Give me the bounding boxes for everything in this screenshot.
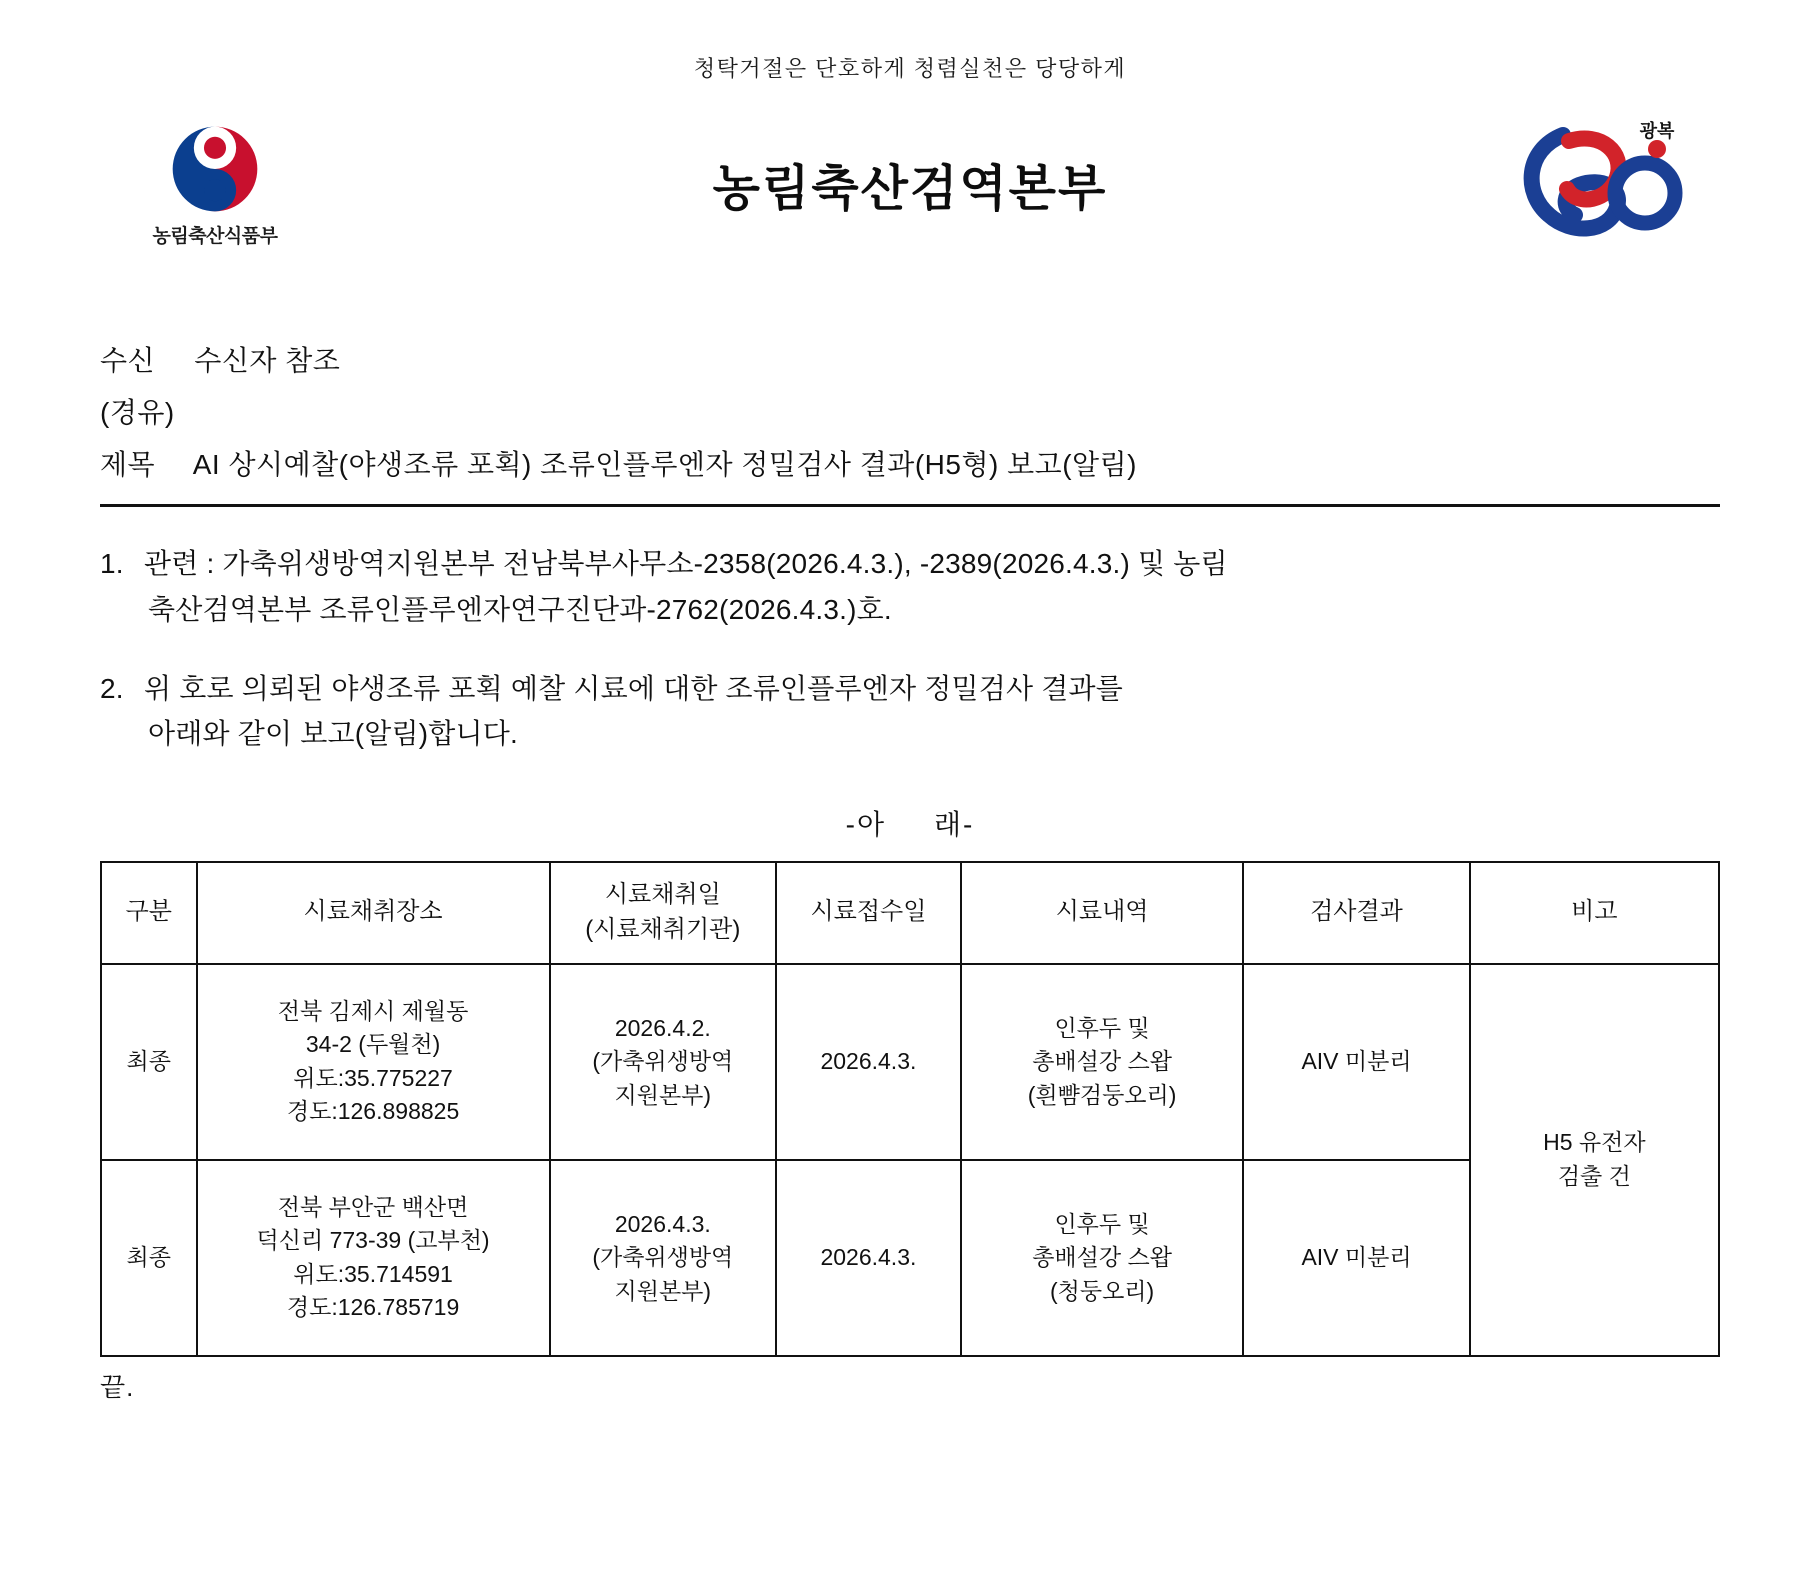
document-header xyxy=(100,105,1720,265)
row2-sample-date-value: 2026.4.3. xyxy=(614,1210,711,1237)
row1-gubun: 최종 xyxy=(101,964,197,1160)
ministry-mark xyxy=(100,123,330,248)
via-line xyxy=(100,387,1720,439)
body-item-1-line2: 축산검역본부 조류인플루엔자연구진단과-2762(2026.4.3.)호. xyxy=(148,593,892,625)
row2-place-lat: 위도:35.714591 xyxy=(293,1260,453,1287)
table-row xyxy=(101,964,1719,1160)
th-test-result: 검사결과 xyxy=(1243,862,1469,964)
note-line2: 검출 건 xyxy=(1557,1162,1631,1189)
body-item-1-number: 1. xyxy=(100,548,124,580)
row2-receipt-date: 2026.4.3. xyxy=(776,1160,961,1356)
th-sample-date-line1: 시료채취일 xyxy=(604,881,721,909)
emblem-label-text: 광복 xyxy=(1639,121,1675,141)
th-sample-detail: 시료내역 xyxy=(961,862,1243,964)
row2-sample-org-line1: (가축위생방역 xyxy=(592,1244,734,1271)
row2-sample-date xyxy=(550,1160,776,1356)
row2-detail-species: (청둥오리) xyxy=(1049,1277,1155,1304)
row2-place-line2: 덕신리 773-39 (고부천) xyxy=(256,1227,490,1254)
th-note: 비고 xyxy=(1470,862,1719,964)
row2-result: AIV 미분리 xyxy=(1243,1160,1469,1356)
row2-gubun: 최종 xyxy=(101,1160,197,1356)
th-sample-date-lines xyxy=(555,878,771,948)
row2-detail-line1: 인후두 및 xyxy=(1054,1210,1150,1237)
note-line1: H5 유전자 xyxy=(1543,1129,1646,1156)
row1-place-lon: 경도:126.898825 xyxy=(286,1098,460,1125)
row2-place-lon: 경도:126.785719 xyxy=(286,1294,460,1321)
recipient-value: 수신자 참조 xyxy=(194,345,341,376)
recipient-line xyxy=(100,335,1720,387)
row2-place-line1: 전북 부안군 백산면 xyxy=(277,1194,469,1221)
th-sample-date-line2: (시료채취기관) xyxy=(585,915,741,943)
test-result-table xyxy=(100,861,1720,1357)
th-gubun: 구분 xyxy=(101,862,197,964)
row1-detail-species: (흰뺨검둥오리) xyxy=(1027,1081,1177,1108)
body-item-1-line1: 관련 : 가축위생방역지원본부 전남북부사무소-2358(2026.4.3.), -2389(2026.4.3.) 및 농림 xyxy=(144,548,1228,580)
th-sample-place: 시료채취장소 xyxy=(197,862,550,964)
row2-place xyxy=(197,1160,550,1356)
ministry-name: 농림축산식품부 xyxy=(152,225,278,247)
liberation-80-emblem-icon xyxy=(1490,115,1720,255)
header-slogan: 청탁거절은 단호하게 청렴실천은 당당하게 xyxy=(693,56,1127,81)
header-divider xyxy=(100,504,1720,507)
row2-detail-line2: 총배설강 스왑 xyxy=(1032,1244,1172,1271)
body-item-1-text xyxy=(144,541,1720,632)
subject-label: 제목 xyxy=(100,448,156,480)
note-cell xyxy=(1470,964,1719,1356)
row2-detail xyxy=(961,1160,1243,1356)
row1-detail-line1: 인후두 및 xyxy=(1054,1014,1150,1041)
body-item-2-number: 2. xyxy=(100,673,124,705)
body-item-2-text xyxy=(144,666,1720,757)
row1-detail-line2: 총배설강 스왑 xyxy=(1032,1048,1172,1075)
th-receipt-date: 시료접수일 xyxy=(776,862,961,964)
row1-sample-org-line1: (가축위생방역 xyxy=(592,1048,734,1075)
subject-value: AI 상시예찰(야생조류 포획) 조류인플루엔자 정밀검사 결과(H5형) 보고(알림) xyxy=(192,448,1137,480)
th-sample-date xyxy=(550,862,776,964)
arae-left: -아 xyxy=(845,808,886,840)
arae-heading xyxy=(100,803,1720,843)
body-item-2-line2: 아래와 같이 보고(알림)합니다. xyxy=(148,718,518,750)
arae-right: 래- xyxy=(934,808,975,840)
row1-sample-date xyxy=(550,964,776,1160)
row1-receipt-date: 2026.4.3. xyxy=(776,964,961,1160)
row1-detail xyxy=(961,964,1243,1160)
row1-sample-org-line2: 지원본부) xyxy=(614,1081,712,1108)
taegeuk-icon xyxy=(169,123,261,215)
row2-sample-org-line2: 지원본부) xyxy=(614,1277,712,1304)
page-title: 농림축산검역본부 xyxy=(712,161,1108,216)
recipient-label: 수신 xyxy=(100,345,156,376)
row1-place-line1: 전북 김제시 제월동 xyxy=(277,998,469,1025)
end-mark: 끝. xyxy=(100,1371,135,1402)
body-item-1 xyxy=(100,541,1720,632)
body-item-2 xyxy=(100,666,1720,757)
addressing-block xyxy=(100,335,1720,490)
via-label: (경유) xyxy=(100,396,175,428)
subject-line xyxy=(100,439,1720,491)
row1-result: AIV 미분리 xyxy=(1243,964,1469,1160)
table-header-row xyxy=(101,862,1719,964)
row1-place-lat: 위도:35.775227 xyxy=(293,1064,453,1091)
row1-sample-date-value: 2026.4.2. xyxy=(614,1014,711,1041)
row1-place-line2: 34-2 (두월천) xyxy=(305,1031,441,1058)
body-item-2-line1: 위 호로 의뢰된 야생조류 포획 예찰 시료에 대한 조류인플루엔자 정밀검사 결과를 xyxy=(144,673,1123,705)
row1-place xyxy=(197,964,550,1160)
